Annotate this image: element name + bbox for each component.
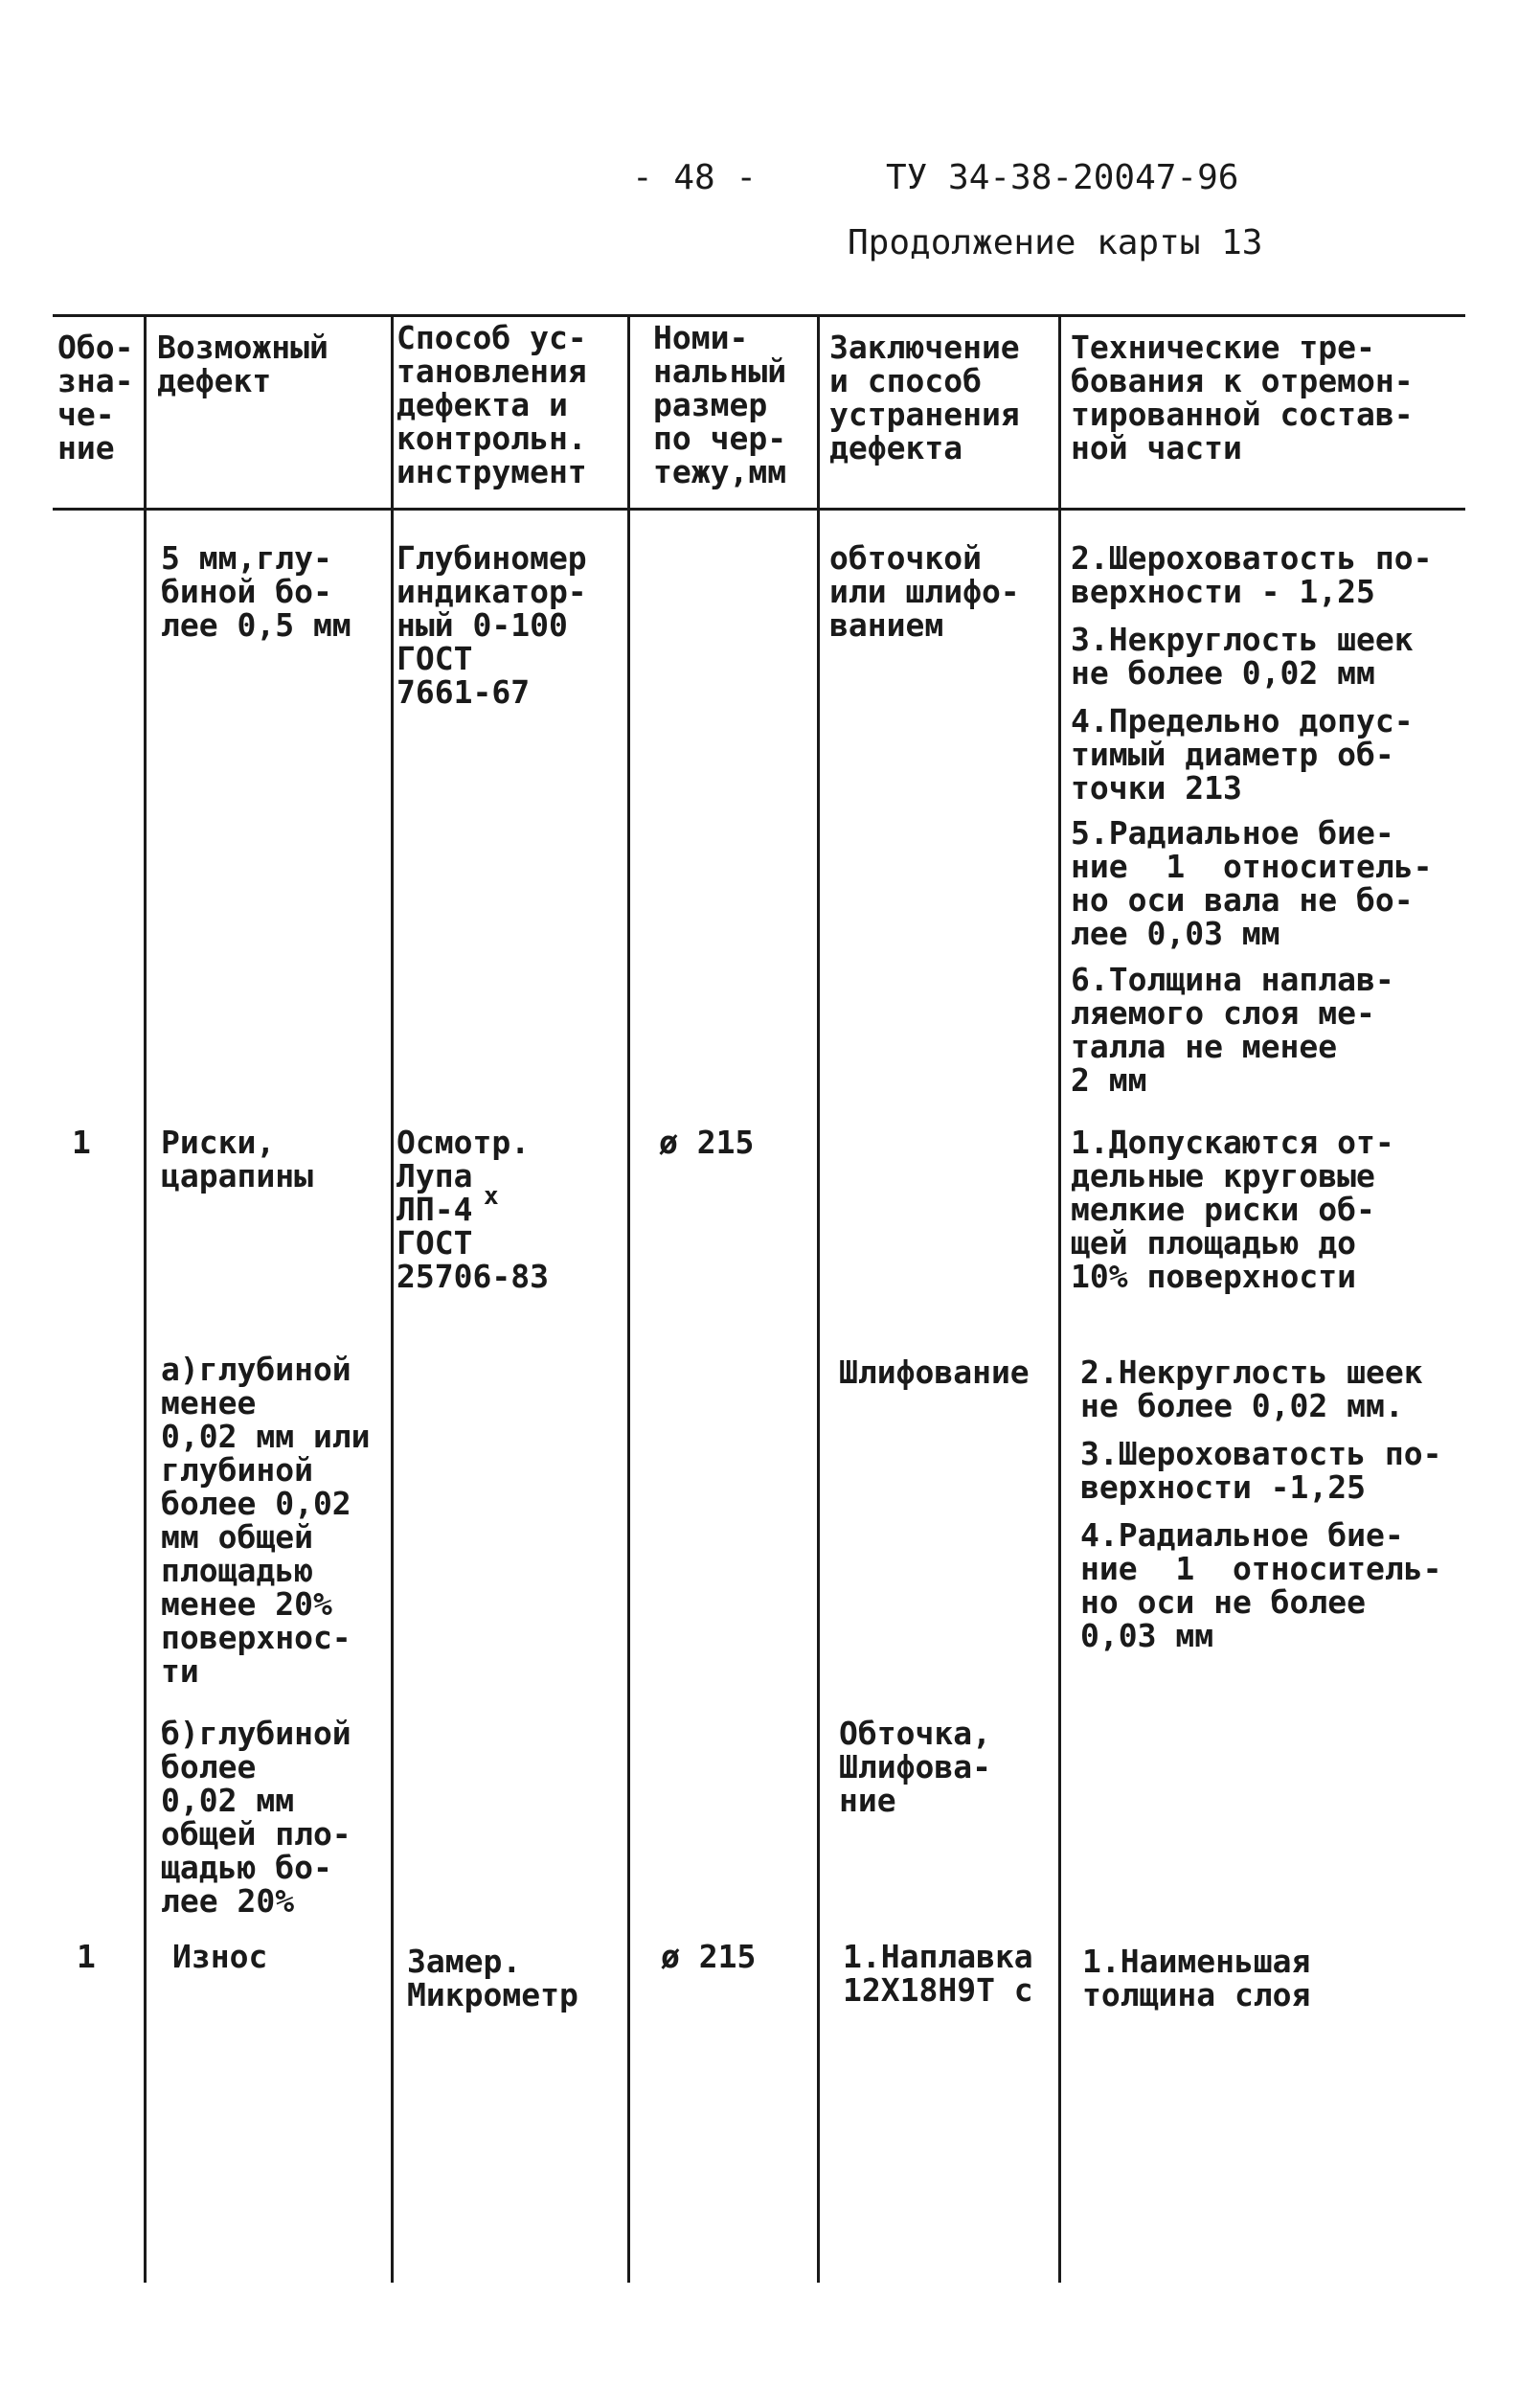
- document-code: ТУ 34-38-20047-96: [886, 158, 1239, 197]
- cell-defect: 5 мм,глу- биной бо- лее 0,5 мм: [161, 539, 351, 644]
- header-bottom-rule: [53, 508, 1465, 511]
- column-divider-3: [627, 314, 630, 2283]
- cell-conclusion: Обточка, Шлифова- ние: [839, 1715, 991, 1819]
- cell-defect: Износ: [172, 1938, 268, 1975]
- method-superscript: x: [484, 1182, 499, 1211]
- column-header-conclusion: Заключение и способ устранения дефекта: [829, 329, 1020, 466]
- column-divider-5: [1058, 314, 1061, 2283]
- cell-nominal-size: ø 215: [661, 1938, 757, 1975]
- column-header-defect: Возможный дефект: [157, 329, 328, 399]
- cell-conclusion: 1.Наплавка 12Х18Н9Т с: [843, 1938, 1033, 2009]
- column-divider-4: [817, 314, 820, 2283]
- requirement-item: 6.Толщина наплав- ляемого слоя ме- талла не менее 2 мм: [1071, 961, 1394, 1099]
- column-header-designation: Обо- зна- че- ние: [57, 329, 134, 466]
- requirement-item: 3.Некруглость шеек не более 0,02 мм: [1071, 621, 1414, 692]
- cell-conclusion: Шлифование: [839, 1353, 1030, 1391]
- table-top-rule: [53, 314, 1465, 317]
- requirement-item: 3.Шероховатость по- верхности -1,25: [1080, 1435, 1442, 1506]
- requirement-item: 2.Шероховатость по- верхности - 1,25: [1071, 539, 1433, 610]
- column-divider-1: [144, 314, 147, 2283]
- requirement-item: 5.Радиальное бие- ние 1 относитель- но оси вала не бо- лее 0,03 мм: [1071, 814, 1433, 952]
- cell-designation: 1: [72, 1124, 91, 1161]
- cell-defect: б)глубиной более 0,02 мм общей пло- щадью бо- лее 20%: [161, 1715, 351, 1920]
- column-header-method: Способ ус- тановления дефекта и контрольн. инструмент: [396, 319, 587, 490]
- requirement-item: 4.Радиальное бие- ние 1 относитель- но оси не более 0,03 мм: [1080, 1516, 1442, 1654]
- column-header-requirements: Технические тре- бования к отремон- тированной состав- ной части: [1071, 329, 1414, 466]
- requirement-item: 1.Допускаются от- дельные круговые мелкие риски об- щей площадью до 10% поверхности: [1071, 1124, 1394, 1295]
- column-divider-2: [391, 314, 394, 2283]
- cell-method: Глубиномер индикатор- ный 0-100 ГОСТ 7661-67: [396, 539, 587, 711]
- requirement-item: 4.Предельно допус- тимый диаметр об- точки 213: [1071, 702, 1414, 807]
- cell-defect: а)глубиной менее 0,02 мм или глубиной более 0,02 мм общей площадью менее 20% поверхнос- ти: [161, 1351, 371, 1690]
- cell-nominal-size: ø 215: [659, 1124, 755, 1161]
- column-header-nominal-size: Номи- нальный размер по чер- тежу,мм: [653, 319, 787, 490]
- card-continuation-title: Продолжение карты 13: [848, 223, 1263, 262]
- page-number: - 48 -: [632, 158, 758, 197]
- cell-defect: Риски, царапины: [161, 1124, 313, 1194]
- cell-method: Осмотр. Лупа ЛП-4 ГОСТ 25706-83: [396, 1124, 549, 1295]
- cell-designation: 1: [77, 1938, 96, 1975]
- cell-conclusion: обточкой или шлифо- ванием: [829, 539, 1020, 644]
- cell-method: Замер. Микрометр: [407, 1943, 578, 2013]
- requirement-item: 2.Некруглость шеек не более 0,02 мм.: [1080, 1353, 1423, 1424]
- requirement-item: 1.Наименьшая толщина слоя: [1082, 1943, 1311, 2013]
